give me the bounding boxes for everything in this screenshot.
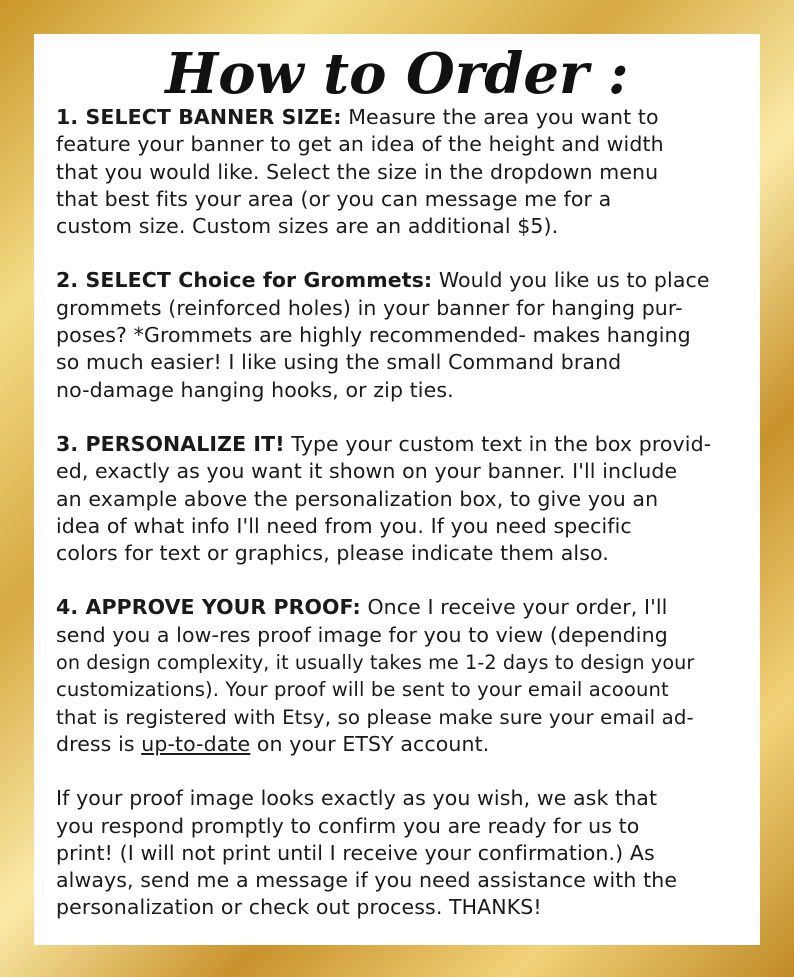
step-4-text: send you a low-res proof image for you to view (depending: [56, 622, 668, 647]
step-1-heading: 1. SELECT BANNER SIZE:: [56, 105, 342, 129]
step-2-text: Would you like us to place: [432, 268, 710, 293]
closing-text: you respond promptly to confirm you are ready for us to: [56, 813, 640, 838]
step-4-text: Once I receive your order, I'll: [360, 595, 668, 620]
closing-text: print! (I will not print until I receive your confirmation.) As: [56, 840, 655, 865]
step-3-text: colors for text or graphics, please indicate them also.: [56, 541, 609, 566]
content-panel: [34, 34, 760, 945]
step-2-section: [56, 267, 746, 403]
step-3-text: ed, exactly as you want it shown on your banner. I'll include: [56, 459, 678, 484]
step-2-text: no-damage hanging hooks, or zip ties.: [56, 377, 454, 402]
step-2-text: poses? *Grommets are highly recommended- makes hanging: [56, 323, 691, 348]
step-1-section: [56, 104, 746, 240]
page-title: How to Order :: [165, 41, 629, 107]
step-2-heading: 2. SELECT Choice for Grommets:: [56, 268, 433, 293]
closing-text: personalization or check out process. THANKS!: [56, 895, 542, 920]
up-to-date-underlined: up-to-date: [141, 731, 251, 756]
step-2-line: [56, 267, 746, 294]
step-1-line: [56, 104, 746, 131]
closing-text: If your proof image looks exactly as you wish, we ask that: [56, 786, 658, 811]
closing-section: [56, 785, 746, 921]
step-1-text: feature your banner to get an idea of the height and width: [56, 132, 664, 157]
step-4-text: that is registered with Etsy, so please make sure your email ad-: [56, 705, 694, 729]
step-1-text: custom size. Custom sizes are an additional $5).: [56, 214, 559, 239]
step-3-text: an example above the personalization box, to give you an: [56, 486, 659, 511]
instructions-body: [56, 104, 746, 949]
step-4-heading: 4. APPROVE YOUR PROOF:: [56, 595, 361, 620]
step-4-text: dress is: [56, 731, 142, 756]
step-1-text: Measure the area you want to: [341, 105, 659, 129]
step-4-line: [56, 594, 746, 621]
step-1-text: that best fits your area (or you can message me for a: [56, 186, 612, 211]
step-3-section: [56, 431, 746, 567]
step-3-line: [56, 431, 746, 458]
step-4-section: [56, 594, 746, 758]
closing-text: always, send me a message if you need assistance with the: [56, 868, 678, 893]
step-4-last-line: [56, 731, 746, 758]
step-3-text: Type your custom text in the box provid-: [284, 431, 712, 456]
step-2-text: so much easier! I like using the small Command brand: [56, 350, 622, 375]
step-4-text: on your ETSY account.: [250, 731, 490, 756]
step-3-text: idea of what info I'll need from you. If you need specific: [56, 513, 632, 538]
step-4-text: on design complexity, it usually takes me 1-2 days to design your: [56, 651, 695, 675]
step-4-text: customizations). Your proof will be sent to your email acoount: [56, 678, 669, 702]
step-1-text: that you would like. Select the size in the dropdown menu: [56, 159, 659, 184]
step-3-heading: 3. PERSONALIZE IT!: [56, 431, 285, 456]
step-2-text: grommets (reinforced holes) in your banner for hanging pur-: [56, 295, 683, 320]
